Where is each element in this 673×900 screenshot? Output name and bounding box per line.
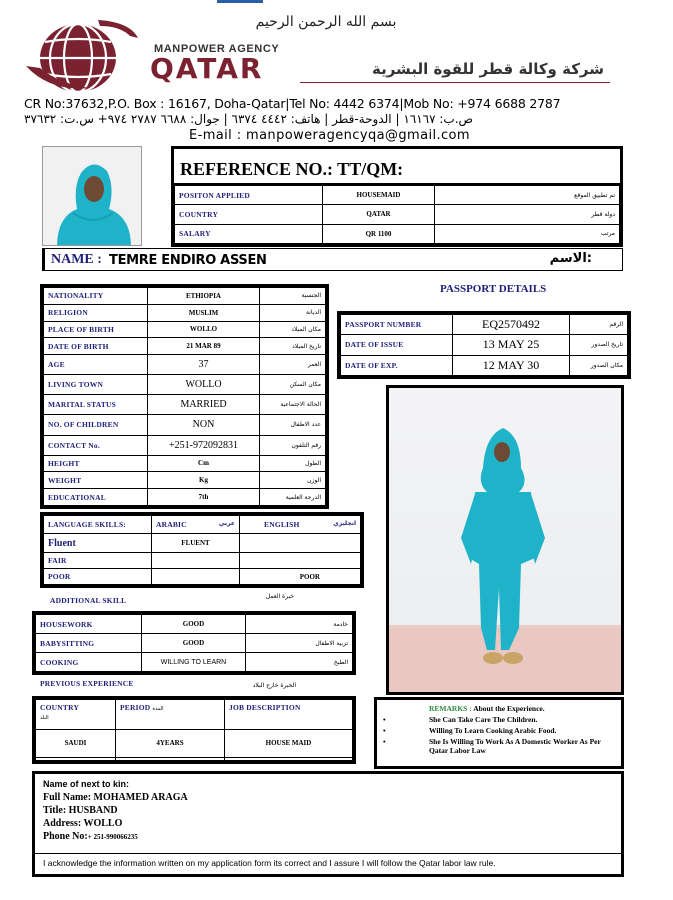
- kin-phone-value: + 251-990066235: [87, 833, 138, 841]
- english-column-ar: انجليزي: [333, 520, 356, 527]
- table-row: [44, 534, 361, 553]
- remarks-list: [383, 715, 617, 755]
- table-row: [44, 569, 361, 585]
- table-row: [44, 415, 326, 435]
- header-rule: [300, 82, 610, 83]
- personal-value: Kg: [148, 472, 260, 489]
- personal-label: WEIGHT: [44, 472, 148, 489]
- personal-arabic: الحالة الاجتماعية: [260, 395, 326, 415]
- personal-arabic: عدد الاطفال: [260, 415, 326, 435]
- poor-label: POOR: [44, 569, 152, 585]
- personal-label: DATE OF BIRTH: [44, 338, 148, 355]
- table-row: [36, 730, 353, 758]
- personal-value: WOLLO: [148, 375, 260, 395]
- remark-text: She Is Willing To Work As A Domestic Worker As Per Qatar Labor Law: [429, 737, 601, 755]
- reference-table: [174, 185, 620, 244]
- experience-table: [32, 696, 356, 764]
- acknowledgement: I acknowledge the information written on my application form its correct and I assure I will follow the Qatar labor law rule.: [43, 858, 496, 868]
- exp-period-header-ar: المدة: [152, 706, 164, 712]
- language-header: LANGUAGE SKILLS:: [44, 516, 152, 534]
- table-row: [44, 472, 326, 489]
- table-row: [341, 315, 628, 335]
- table-row: [36, 653, 353, 672]
- babysitting-value: GOOD: [142, 634, 246, 653]
- top-mark: [217, 0, 263, 3]
- table-row: [341, 335, 628, 355]
- exp-country-value: SAUDI: [36, 730, 116, 758]
- arabic-column-label: ARABIC: [156, 520, 187, 529]
- salary-arabic: مرتب: [435, 224, 620, 243]
- fluent-english: [240, 534, 361, 553]
- salary-value: QR 1100: [323, 224, 435, 243]
- kin-address: Address: WOLLO: [43, 818, 123, 829]
- issue-date-label: DATE OF ISSUE: [341, 335, 453, 355]
- table-row: [175, 205, 620, 224]
- personal-value: NON: [148, 415, 260, 435]
- personal-arabic: الجنسية: [260, 288, 326, 305]
- language-skills-table: [40, 512, 364, 588]
- personal-label: EDUCATIONAL: [44, 489, 148, 506]
- woman-portrait-icon: [43, 147, 142, 246]
- exp-job-header: JOB DESCRIPTION: [225, 700, 353, 730]
- housework-value: GOOD: [142, 615, 246, 634]
- exp-period-header-label: PERIOD: [120, 703, 151, 712]
- personal-value: WOLLO: [148, 321, 260, 338]
- table-row: [44, 288, 326, 305]
- kin-phone-label: Phone No:: [43, 831, 88, 842]
- personal-value: 7th: [148, 489, 260, 506]
- contact-line: CR No:37632,P.O. Box : 16167, Doha-Qatar|Tel No: 4442 6374|Mob No: +974 6688 2787: [24, 96, 561, 111]
- contact-line-arabic: ص.ب: ١٦١٦٧ | الدوحة-قطر | هاتف: ٤٤٤٢ ٦٣٧٤ | جوال: ٦٦٨٨ ٢٧٨٧ ٩٧٤+ س.ت: ٣٧٦٣٢: [24, 112, 474, 126]
- table-row: [44, 489, 326, 506]
- remarks-label: REMARKS :: [429, 704, 472, 713]
- housework-arabic: خادمة: [246, 615, 353, 634]
- personal-arabic: مكان الميلاد: [260, 321, 326, 338]
- personal-label: LIVING TOWN: [44, 375, 148, 395]
- table-row: [175, 224, 620, 243]
- babysitting-label: BABYSITTING: [36, 634, 142, 653]
- table-row: [341, 355, 628, 375]
- table-row: [44, 516, 361, 534]
- passport-title: PASSPORT DETAILS: [440, 283, 547, 295]
- table-row: [44, 553, 361, 569]
- fluent-arabic: FLUENT: [152, 534, 240, 553]
- housework-label: HOUSEWORK: [36, 615, 142, 634]
- remark-text: She Can Take Care The Children.: [429, 715, 538, 724]
- personal-arabic: الديانة: [260, 304, 326, 321]
- basmala-calligraphy: بسم الله الرحمن الرحيم: [255, 14, 397, 30]
- table-row: [44, 435, 326, 455]
- kin-title: Name of next to kin:: [43, 779, 130, 789]
- passport-number-label: PASSPORT NUMBER: [341, 315, 453, 335]
- additional-skill-table: [32, 611, 356, 675]
- country-value: QATAR: [323, 205, 435, 224]
- personal-label: CONTACT No.: [44, 435, 148, 455]
- exp-country-header: [36, 700, 116, 730]
- name-arabic: الاسم:: [549, 251, 592, 266]
- table-row: [36, 700, 353, 730]
- personal-value: +251-972092831: [148, 435, 260, 455]
- table-row: [44, 395, 326, 415]
- arabic-column-ar: عربي: [218, 520, 235, 527]
- full-body-photo: [386, 385, 624, 695]
- name-bar: [42, 248, 623, 271]
- table-row: [44, 355, 326, 375]
- reference-box: [171, 146, 623, 247]
- babysitting-arabic: تربية الاطفال: [246, 634, 353, 653]
- personal-label: RELIGION: [44, 304, 148, 321]
- english-column: [240, 516, 361, 534]
- personal-label: NO. OF CHILDREN: [44, 415, 148, 435]
- personal-arabic: مكان السكن: [260, 375, 326, 395]
- globe-logo-icon: [20, 14, 144, 94]
- salary-label: SALARY: [175, 224, 323, 243]
- exp-country-header-ar: البلد: [40, 715, 49, 721]
- personal-arabic: تاريخ الميلاد: [260, 338, 326, 355]
- remarks-label-rest: About the Experience.: [473, 704, 545, 713]
- position-value: HOUSEMAID: [323, 186, 435, 205]
- expiry-date-arabic: مكان الصدور: [570, 355, 628, 375]
- personal-value: ETHIOPIA: [148, 288, 260, 305]
- agency-small-name: MANPOWER AGENCY: [154, 43, 280, 55]
- fair-arabic: [152, 553, 240, 569]
- position-arabic: تم تطبيق الموقع: [435, 186, 620, 205]
- country-arabic: دولة قطر: [435, 205, 620, 224]
- cooking-value: WILLING TO LEARN: [142, 653, 246, 672]
- remark-text: Willing To Learn Cooking Arabic Food.: [429, 726, 557, 735]
- agency-arabic-name: شركة وكالة قطر للقوة البشرية: [372, 60, 604, 78]
- table-row: [36, 757, 353, 760]
- portrait-photo: [42, 146, 142, 246]
- personal-arabic: الطول: [260, 455, 326, 472]
- country-label: COUNTRY: [175, 205, 323, 224]
- fair-label: FAIR: [44, 553, 152, 569]
- list-item: • She Can Take Care The Children.: [383, 715, 538, 724]
- table-row: [44, 304, 326, 321]
- personal-value: 21 MAR 89: [148, 338, 260, 355]
- passport-table: [337, 311, 631, 379]
- poor-arabic: [152, 569, 240, 585]
- personal-value: MUSLIM: [148, 304, 260, 321]
- table-row: [44, 375, 326, 395]
- woman-full-body-icon: [389, 388, 621, 692]
- issue-date-value: 13 MAY 25: [453, 335, 570, 355]
- passport-number-value: EQ2570492: [453, 315, 570, 335]
- personal-arabic: الوزن: [260, 472, 326, 489]
- personal-label: AGE: [44, 355, 148, 375]
- table-row: [44, 338, 326, 355]
- fair-english: [240, 553, 361, 569]
- personal-arabic: رقم التلفون: [260, 435, 326, 455]
- personal-arabic: الدرجة العلمية: [260, 489, 326, 506]
- agency-big-name: QATAR: [150, 52, 264, 85]
- candidate-name: TEMRE ENDIRO ASSEN: [109, 253, 267, 268]
- personal-label: MARITAL STATUS: [44, 395, 148, 415]
- reference-number: REFERENCE NO.: TT/QM:: [174, 149, 620, 185]
- english-column-label: ENGLISH: [264, 520, 300, 529]
- expiry-date-label: DATE OF EXP.: [341, 355, 453, 375]
- next-of-kin-box: [32, 771, 624, 877]
- issue-date-arabic: تاريخ الصدور: [570, 335, 628, 355]
- personal-arabic: العمر: [260, 355, 326, 375]
- table-row: [36, 634, 353, 653]
- additional-skill-title: ADDITIONAL SKILL: [50, 596, 127, 605]
- table-row: [36, 615, 353, 634]
- cooking-arabic: الطبخ: [246, 653, 353, 672]
- personal-value: 37: [148, 355, 260, 375]
- personal-info-table: [40, 284, 329, 509]
- previous-experience-title-ar: الخبرة خارج البلاد: [252, 682, 296, 689]
- personal-label: NATIONALITY: [44, 288, 148, 305]
- kin-full-name: Full Name: MOHAMED ARAGA: [43, 792, 188, 803]
- cooking-label: COOKING: [36, 653, 142, 672]
- name-label: NAME :: [51, 252, 102, 267]
- previous-experience-title: PREVIOUS EXPERIENCE: [40, 679, 134, 688]
- kin-phone: [43, 830, 621, 844]
- personal-label: PLACE OF BIRTH: [44, 321, 148, 338]
- list-item: • She Is Willing To Work As A Domestic Worker As Per Qatar Labor Law: [383, 737, 617, 755]
- exp-job-value: HOUSE MAID: [225, 730, 353, 758]
- kin-title-line: Title: HUSBAND: [43, 805, 118, 816]
- list-item: • Willing To Learn Cooking Arabic Food.: [383, 726, 557, 735]
- table-row: [175, 186, 620, 205]
- exp-period-value: 4YEARS: [116, 730, 225, 758]
- personal-label: HEIGHT: [44, 455, 148, 472]
- table-row: [44, 455, 326, 472]
- exp-period-header: [116, 700, 225, 730]
- expiry-date-value: 12 MAY 30: [453, 355, 570, 375]
- exp-country-header-label: COUNTRY: [40, 703, 80, 712]
- email-line: E-mail : manpoweragencyqa@gmail.com: [189, 128, 470, 143]
- fluent-label: Fluent: [44, 534, 152, 553]
- arabic-column: [152, 516, 240, 534]
- personal-value: MARRIED: [148, 395, 260, 415]
- passport-number-arabic: الرقم: [570, 315, 628, 335]
- additional-skill-title-ar: خبرة العمل: [265, 593, 294, 600]
- table-row: [44, 321, 326, 338]
- poor-english: POOR: [240, 569, 361, 585]
- remarks-box: [374, 697, 624, 769]
- personal-value: Cm: [148, 455, 260, 472]
- position-label: POSITON APPLIED: [175, 186, 323, 205]
